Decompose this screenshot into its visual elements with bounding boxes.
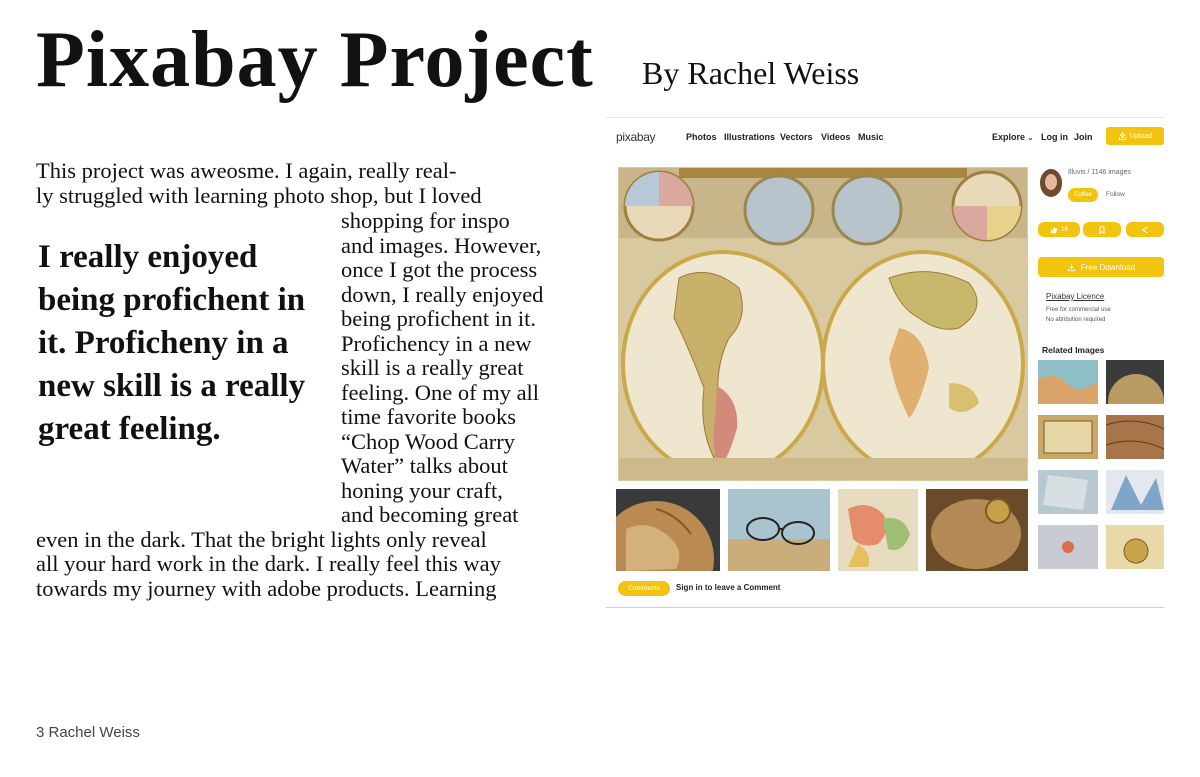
related-image[interactable] bbox=[1106, 470, 1164, 514]
body-line: honing your craft, bbox=[341, 478, 503, 503]
related-images-title: Related Images bbox=[1042, 345, 1105, 355]
body-line: time favorite books bbox=[341, 404, 516, 429]
page-footer: 3 Rachel Weiss bbox=[36, 724, 140, 741]
related-city-map bbox=[1038, 525, 1098, 569]
share-icon bbox=[1141, 226, 1149, 234]
follow-link[interactable]: Follow bbox=[1106, 191, 1125, 198]
nav-photos[interactable]: Photos bbox=[686, 132, 717, 142]
nav-illustrations[interactable]: Illustrations bbox=[724, 132, 776, 142]
join-link[interactable]: Join bbox=[1074, 132, 1093, 142]
nav-videos[interactable]: Videos bbox=[821, 132, 851, 142]
glasses-map-photo bbox=[728, 489, 830, 571]
body-line: ly struggled with learning photo shop, but I loved bbox=[36, 183, 482, 208]
related-image[interactable] bbox=[1038, 415, 1098, 459]
page-title: Pixabay Project bbox=[36, 16, 594, 104]
body-line: “Chop Wood Carry bbox=[341, 429, 516, 454]
main-image-world-map[interactable] bbox=[618, 167, 1028, 481]
avatar-photo bbox=[1040, 169, 1062, 197]
related-image[interactable] bbox=[1038, 525, 1098, 569]
body-line: all your hard work in the dark. I really feel this way bbox=[36, 551, 501, 576]
related-map-1 bbox=[1038, 360, 1098, 404]
related-old-map bbox=[1106, 415, 1164, 459]
related-image[interactable] bbox=[1106, 415, 1164, 459]
signin-link[interactable]: Sign in to leave a Comment bbox=[676, 583, 781, 592]
body-line: even in the dark. That the bright lights only reveal bbox=[36, 527, 487, 552]
related-globe bbox=[1106, 360, 1164, 404]
licence-line: Free for commercial use bbox=[1046, 307, 1111, 313]
like-button[interactable] bbox=[1038, 222, 1080, 237]
download-label: Free Download bbox=[1080, 262, 1136, 272]
body-line: skill is a really great bbox=[341, 355, 524, 380]
thumbs-up-icon bbox=[1050, 226, 1058, 234]
body-line: and becoming great bbox=[341, 502, 519, 527]
body-line: This project was aweosme. I again, really real- bbox=[36, 158, 457, 183]
share-button[interactable] bbox=[1126, 222, 1164, 237]
chevron-down-icon: ⌄ bbox=[1027, 135, 1034, 142]
body-line: once I got the process bbox=[341, 257, 538, 282]
world-map-illustration bbox=[619, 168, 1027, 480]
pull-quote: I really enjoyed being profichent in it. Proficheny in a new skill is a really great feeling. bbox=[38, 239, 306, 447]
related-usa-map bbox=[1038, 415, 1098, 459]
thumbnail-compass-map[interactable] bbox=[926, 489, 1028, 571]
free-download-button[interactable] bbox=[1038, 257, 1164, 277]
like-count: 18 bbox=[1061, 226, 1068, 233]
body-line: down, I really enjoyed bbox=[341, 282, 544, 307]
byline: By Rachel Weiss bbox=[642, 55, 860, 91]
upload-icon bbox=[1118, 132, 1127, 141]
body-line: feeling. One of my all bbox=[341, 380, 540, 405]
divider bbox=[606, 117, 1164, 118]
nav-explore-label: Explore bbox=[992, 132, 1026, 142]
related-image[interactable] bbox=[1106, 525, 1164, 569]
upload-label: Upload bbox=[1129, 132, 1153, 140]
thumbnail-glasses-map[interactable] bbox=[728, 489, 830, 571]
related-blue-map bbox=[1038, 470, 1098, 514]
upload-button[interactable] bbox=[1106, 127, 1164, 145]
pixabay-logo[interactable]: pixabay bbox=[616, 130, 656, 144]
globe-photo bbox=[616, 489, 720, 571]
body-line: Water” talks about bbox=[341, 453, 508, 478]
body-line: and images. However, bbox=[341, 233, 542, 258]
related-compass bbox=[1106, 525, 1164, 569]
bookmark-button[interactable] bbox=[1083, 222, 1121, 237]
thumbnail-globe[interactable] bbox=[616, 489, 720, 571]
related-image[interactable] bbox=[1106, 360, 1164, 404]
nav-explore[interactable] bbox=[992, 132, 1033, 142]
nav-music[interactable]: Music bbox=[858, 132, 884, 142]
licence-line: No attribution required bbox=[1046, 317, 1106, 323]
compass-map-photo bbox=[926, 489, 1028, 571]
coffee-button[interactable]: Coffee bbox=[1068, 188, 1098, 202]
licence-link[interactable]: Pixabay Licence bbox=[1046, 292, 1105, 301]
pixabay-screenshot bbox=[606, 117, 1164, 608]
body-line: being profichent in it. bbox=[341, 306, 536, 331]
comments-button[interactable]: Comments bbox=[618, 581, 670, 596]
avatar[interactable] bbox=[1040, 169, 1062, 197]
related-folded-map bbox=[1106, 470, 1164, 514]
download-icon bbox=[1067, 263, 1076, 272]
login-link[interactable]: Log in bbox=[1041, 132, 1068, 142]
related-image[interactable] bbox=[1038, 470, 1098, 514]
user-info[interactable]: Illuvis / 1146 images bbox=[1068, 169, 1131, 176]
europe-map-photo bbox=[838, 489, 918, 571]
body-line: Profichency in a new bbox=[341, 331, 532, 356]
body-line: shopping for inspo bbox=[341, 208, 510, 233]
body-line: towards my journey with adobe products. Learning bbox=[36, 576, 497, 601]
related-image[interactable] bbox=[1038, 360, 1098, 404]
bookmark-icon bbox=[1098, 226, 1106, 234]
thumbnail-europe-map[interactable] bbox=[838, 489, 918, 571]
nav-vectors[interactable]: Vectors bbox=[780, 132, 813, 142]
